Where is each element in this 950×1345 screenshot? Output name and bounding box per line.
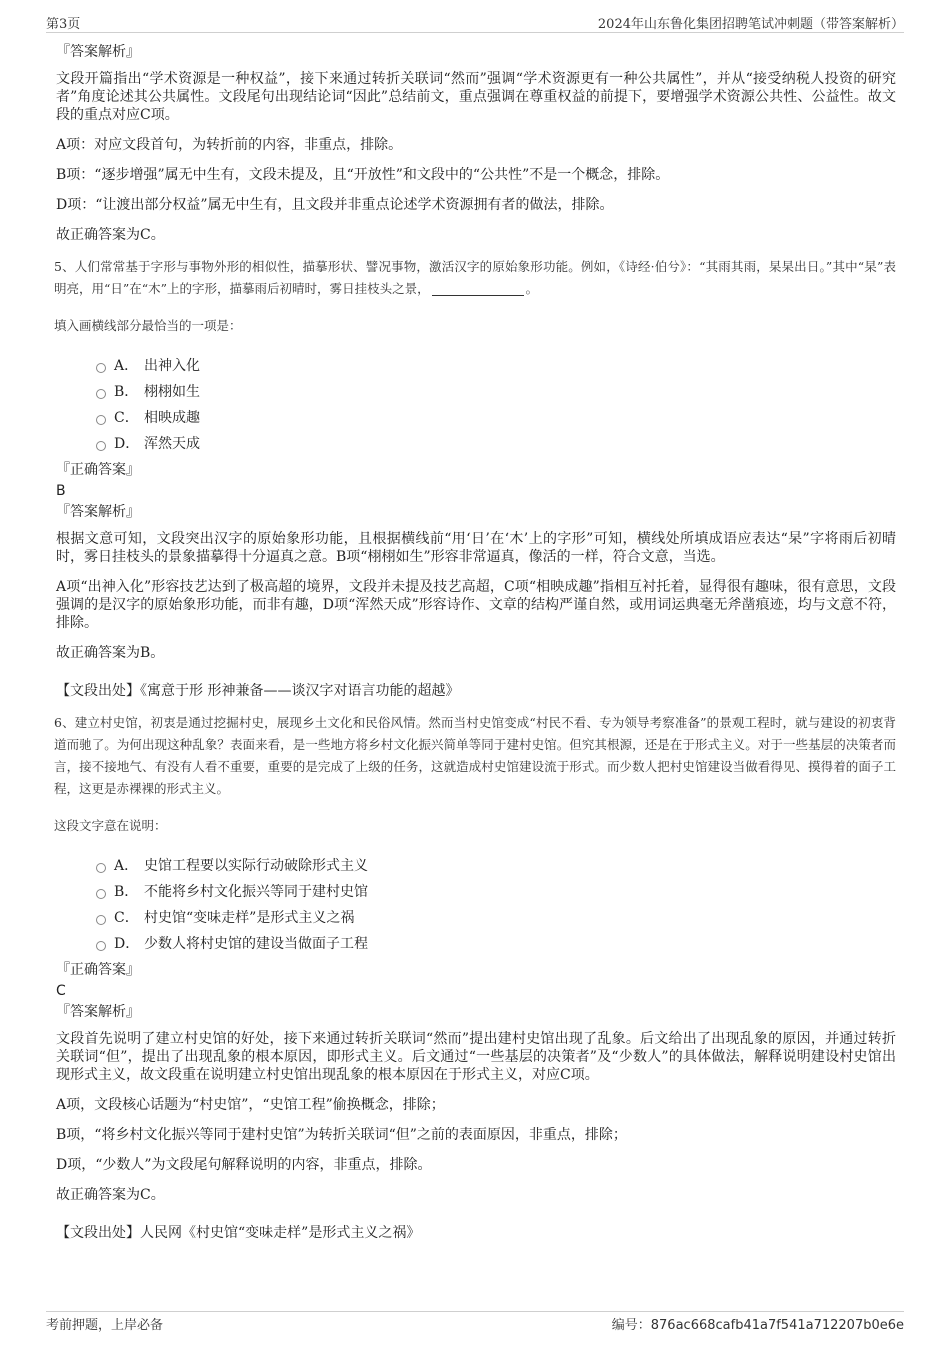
- source-citation: [56, 1222, 896, 1242]
- analysis-tag: 『答案解析』: [56, 44, 140, 60]
- radio-icon[interactable]: [96, 441, 106, 451]
- option-letter: B．: [114, 384, 139, 400]
- analysis-paragraph: 根据文意可知，文段突出汉字的原始象形功能，且根据横线前“用‘日’在‘木’上的字形”可知，横线处所填成语应表达“杲”字将雨后初晴时，雾日挂枝头的景象描摹得十分逼真之意。B项“栩栩如生”形容非常逼真，像活的一样，符合文意，当选。: [56, 531, 896, 565]
- page-number: 第3页: [46, 16, 81, 32]
- analysis-paragraph: 文段开篇指出“学术资源是一种权益”，接下来通过转折关联词“然而”强调“学术资源更有一种公共属性”，并从“接受纳税人投资的研究者”角度论述其公共属性。文段尾句出现结论词“因此”总结前文，重点强调在尊重权益的前提下，要增强学术资源公共性、公益性。故文段的重点对应C项。: [56, 71, 896, 123]
- analysis-paragraph: 文段首先说明了建立村史馆的好处，接下来通过转折关联词“然而”提出建村史馆出现了乱象。后文给出了出现乱象的原因，并通过转折关联词“但”，提出了出现乱象的根本原因，即形式主义。后文通过“一些基层的决策者”及“少数人”的具体做法，解释说明建设村史馆出现形式主义，故文段重在说明建立村史馆出现乱象的根本原因在于形式主义，对应C项。: [56, 1031, 896, 1083]
- option-letter: A．: [114, 358, 139, 374]
- page-footer: [46, 1311, 904, 1334]
- option-text: 史馆工程要以实际行动破除形式主义: [144, 858, 368, 874]
- radio-icon[interactable]: [96, 363, 106, 373]
- option-c[interactable]: [96, 404, 896, 430]
- correct-answer-tag: 『正确答案』: [56, 462, 140, 478]
- option-b[interactable]: [96, 878, 896, 904]
- analysis-conclusion: 故正确答案为C。: [56, 227, 165, 243]
- code-value: 876ac668cafb41a7f541a712207b0e6e: [650, 1317, 904, 1333]
- radio-icon[interactable]: [96, 415, 106, 425]
- option-letter: D．: [114, 936, 140, 952]
- analysis-tag: 『答案解析』: [56, 1004, 140, 1020]
- analysis-paragraph: D项，“少数人”为文段尾句解释说明的内容，非重点，排除。: [56, 1157, 432, 1173]
- source-label: 【文段出处】: [56, 1225, 140, 1241]
- option-b[interactable]: [96, 378, 896, 404]
- radio-icon[interactable]: [96, 941, 106, 951]
- question-6: 6、建立村史馆，初衷是通过挖掘村史，展现乡土文化和民俗风情。然而当村史馆变成“村民不看、专为领导考察准备”的景观工程时，就与建设的初衷背道而驰了。为何出现这种乱象？表面来看，是一些地方将乡村文化振兴简单等同于建村史馆。但究其根源，还是在于形式主义。对于一些基层的决策者而言，接不接地气、有没有人看不重要，重要的是完成了上级的任务，这就造成村史馆建设流于形式。而少数人把村史馆建设当做看得见、摸得着的面子工程，这更是赤裸裸的形式主义。: [54, 715, 896, 796]
- radio-icon[interactable]: [96, 915, 106, 925]
- option-c[interactable]: [96, 904, 896, 930]
- correct-answer: C: [56, 983, 66, 999]
- code-label: 编号：: [611, 1317, 651, 1333]
- document-title: 2024年山东鲁化集团招聘笔试冲刺题（带答案解析）: [597, 16, 904, 32]
- radio-icon[interactable]: [96, 863, 106, 873]
- fill-blank: [432, 283, 524, 296]
- correct-answer: B: [56, 483, 66, 499]
- option-text: 少数人将村史馆的建设当做面子工程: [144, 936, 368, 952]
- option-letter: D．: [114, 436, 140, 452]
- source-title: 人民网《村史馆“变味走样”是形式主义之祸》: [140, 1225, 421, 1241]
- analysis-conclusion: 故正确答案为C。: [56, 1187, 165, 1203]
- question-5-text: 5、人们常常基于字形与事物外形的相似性，描摹形状、譬况事物，激活汉字的原始象形功能。例如，《诗经·伯兮》：“其雨其雨，杲杲出日。”其中“杲”表明亮，用“日”在“木”上的字形，描摹雨后初晴时，雾日挂枝头之景，: [54, 259, 896, 296]
- question-5-text-end: 。: [525, 281, 539, 296]
- question-5-prompt: 填入画横线部分最恰当的一项是：: [54, 318, 242, 333]
- radio-icon[interactable]: [96, 889, 106, 899]
- option-text: 不能将乡村文化振兴等同于建村史馆: [144, 884, 368, 900]
- question-5: [54, 256, 896, 300]
- analysis-paragraph: A项“出神入化”形容技艺达到了极高超的境界，文段并未提及技艺高超，C项“相映成趣”指相互衬托着，显得很有趣味，很有意思，文段强调的是汉字的原始象形功能，而非有趣，D项“浑然天成”形容诗作、文章的结构严谨自然，或用词运典毫无斧凿痕迹，均与文意不符，排除。: [56, 579, 896, 631]
- option-letter: C．: [114, 910, 139, 926]
- option-letter: C．: [114, 410, 139, 426]
- option-text: 出神入化: [144, 358, 200, 374]
- analysis-paragraph: D项：“让渡出部分权益”属无中生有，且文段并非重点论述学术资源拥有者的做法，排除。: [56, 197, 614, 213]
- analysis-paragraph: B项：“逐步增强”属无中生有，文段未提及，且“开放性”和文段中的“公共性”不是一个概念，排除。: [56, 167, 670, 183]
- source-citation: [56, 680, 896, 700]
- question-5-options: [96, 352, 896, 456]
- source-title: 《寓意于形 形神兼备——谈汉字对语言功能的超越》: [140, 683, 460, 699]
- option-d[interactable]: [96, 930, 896, 956]
- radio-icon[interactable]: [96, 389, 106, 399]
- page-header: [46, 12, 904, 33]
- option-letter: A．: [114, 858, 139, 874]
- analysis-paragraph: A项，文段核心话题为“村史馆”，“史馆工程”偷换概念，排除；: [56, 1097, 445, 1113]
- source-label: 【文段出处】: [56, 683, 140, 699]
- option-letter: B．: [114, 884, 139, 900]
- question-6-prompt: 这段文字意在说明：: [54, 818, 167, 833]
- analysis-tag: 『答案解析』: [56, 504, 140, 520]
- document-code: [612, 1314, 904, 1333]
- option-text: 村史馆“变味走样”是形式主义之祸: [144, 910, 355, 926]
- analysis-paragraph: A项：对应文段首句，为转折前的内容，非重点，排除。: [56, 137, 403, 153]
- option-text: 栩栩如生: [144, 384, 200, 400]
- footer-slogan: 考前押题，上岸必备: [46, 1317, 164, 1333]
- option-a[interactable]: [96, 352, 896, 378]
- option-d[interactable]: [96, 430, 896, 456]
- correct-answer-tag: 『正确答案』: [56, 962, 140, 978]
- page-content: [56, 42, 896, 1242]
- option-a[interactable]: [96, 852, 896, 878]
- analysis-paragraph: B项，“将乡村文化振兴等同于建村史馆”为转折关联词“但”之前的表面原因，非重点，排除；: [56, 1127, 627, 1143]
- question-6-options: [96, 852, 896, 956]
- analysis-conclusion: 故正确答案为B。: [56, 645, 165, 661]
- option-text: 浑然天成: [144, 436, 200, 452]
- option-text: 相映成趣: [144, 410, 200, 426]
